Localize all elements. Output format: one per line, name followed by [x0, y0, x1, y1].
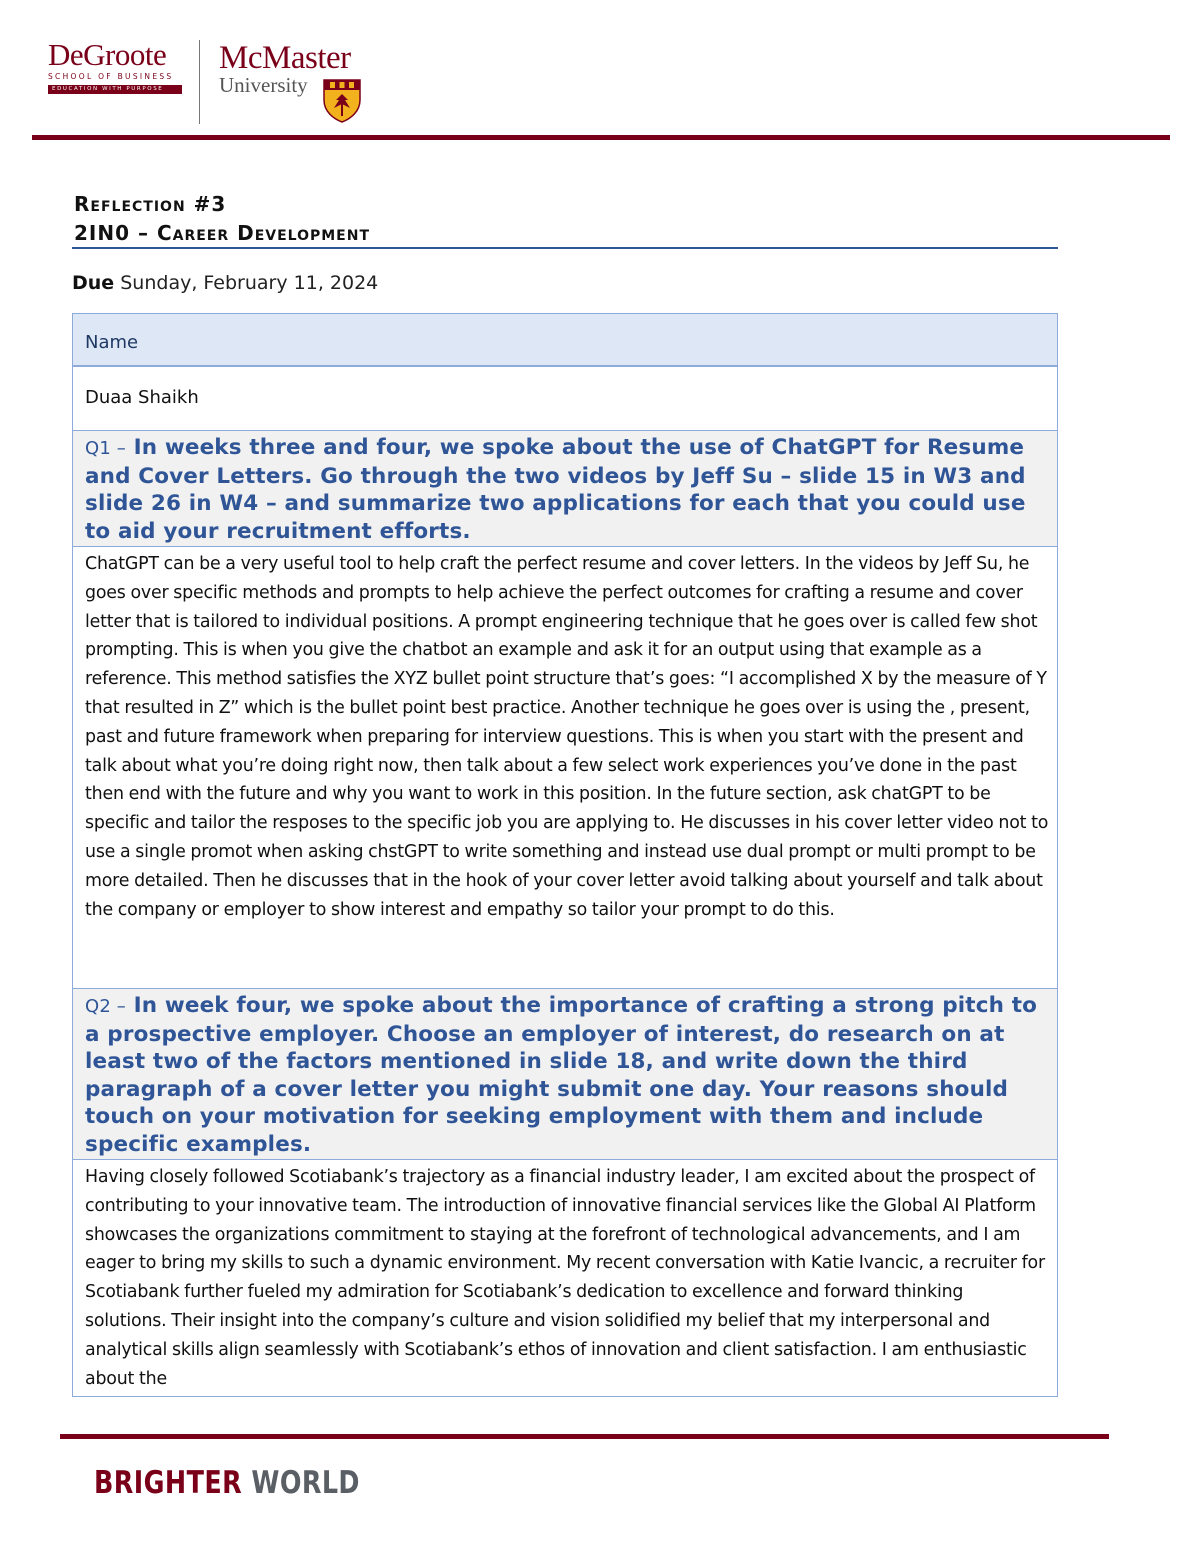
question-2: [73, 989, 1057, 1160]
mcmaster-crest-icon: [322, 78, 362, 124]
answer-2[interactable]: Having closely followed Scotiabank’s trajectory as a financial industry leader, I am excited about the prospect of contributing to your innovative team. The introduction of innovative financial services like the Global AI Platform showcases the organizations commitment to staying at the forefront of technological advancements, and I am eager to bring my skills to such a dynamic environment. My recent conversation with Katie Ivancic, a recruiter for Scotiabank further fueled my admiration for Scotiabank’s dedication to excellence and forward thinking solutions. Their insight into the company’s culture and vision solidified my belief that my interpersonal and analytical skills align seamlessly with Scotiabank’s ethos of innovation and client satisfaction. I am enthusiastic about the: [85, 1167, 1045, 1389]
degroote-logo: [48, 37, 182, 94]
question-2-text: In week four, we spoke about the importance of crafting a strong pitch to a prospective employer. Choose an employer of interest, do research on at least two of the factors mentioned in slide 18, and write down the third paragraph of a cover letter you might submit one day. Your reasons should touch on your motivation for seeking employment with them and include specific examples.: [85, 993, 1038, 1157]
answer-1[interactable]: ChatGPT can be a very useful tool to help craft the perfect resume and cover letters. In the videos by Jeff Su, he goes over specific methods and prompts to help achieve the perfect outcomes for crafting a resume and cover letter that is tailored to individual positions. A prompt engineering technique that he goes over is called few shot prompting. This is when you give the chatbot an example and ask it for an output using that example as a reference. This method satisfies the XYZ bullet point structure that’s goes: “I accomplished X by the measure of Y that resulted in Z” which is the bullet point best practice. Another technique he goes over is using the , present, past and future framework when preparing for interview questions. This is when you start with the present and talk about what you’re doing right now, then talk about a few select work experiences you’ve done in the past then end with the future and why you want to work in this position. In the future section, ask chatGPT to be specific and tailor the resposes to the specific job you are applying to. He discusses in his cover letter video not to use a single promot when asking chstGPT to write something and instead use dual prompt or multi prompt to be more detailed. Then he discusses that in the hook of your cover letter avoid talking about yourself and talk about the company or employer to show interest and empathy so tailor your prompt to do this.: [73, 547, 1057, 989]
name-header: Name: [73, 314, 1057, 367]
brighter-world-wordmark: [94, 1465, 360, 1501]
brand-part-1: BRIGHTER: [94, 1465, 243, 1501]
degroote-subtitle: SCHOOL OF BUSINESS: [48, 72, 174, 81]
due-label: Due: [72, 272, 115, 294]
header-rule: [32, 135, 1170, 140]
title-rule: [72, 247, 1058, 249]
due-line: [72, 272, 378, 294]
logo-divider: [199, 40, 200, 124]
footer-rule: [60, 1434, 1109, 1439]
degroote-tagline: EDUCATION WITH PURPOSE: [48, 85, 182, 94]
reflection-table: [72, 313, 1058, 1397]
mcmaster-name: McMaster: [219, 40, 351, 76]
degroote-name: DeGroote: [48, 37, 167, 72]
question-1-number: Q1 –: [85, 438, 126, 459]
due-date: Sunday, February 11, 2024: [120, 272, 379, 294]
brand-part-2: WORLD: [251, 1465, 360, 1501]
question-1: [73, 431, 1057, 547]
question-1-text: In weeks three and four, we spoke about the use of ChatGPT for Resume and Cover Letters. Go through the two videos by Jeff Su – slide 15 in W3 and slide 26 in W4 – and summarize two applications for each that you could use to aid your recruitment efforts.: [85, 435, 1026, 544]
mcmaster-university: University: [219, 73, 308, 97]
name-field[interactable]: Duaa Shaikh: [73, 367, 1057, 431]
course-title: 2IN0 – Career Development: [74, 221, 371, 245]
document-title: Reflection #3: [74, 192, 227, 216]
question-2-number: Q2 –: [85, 996, 126, 1017]
